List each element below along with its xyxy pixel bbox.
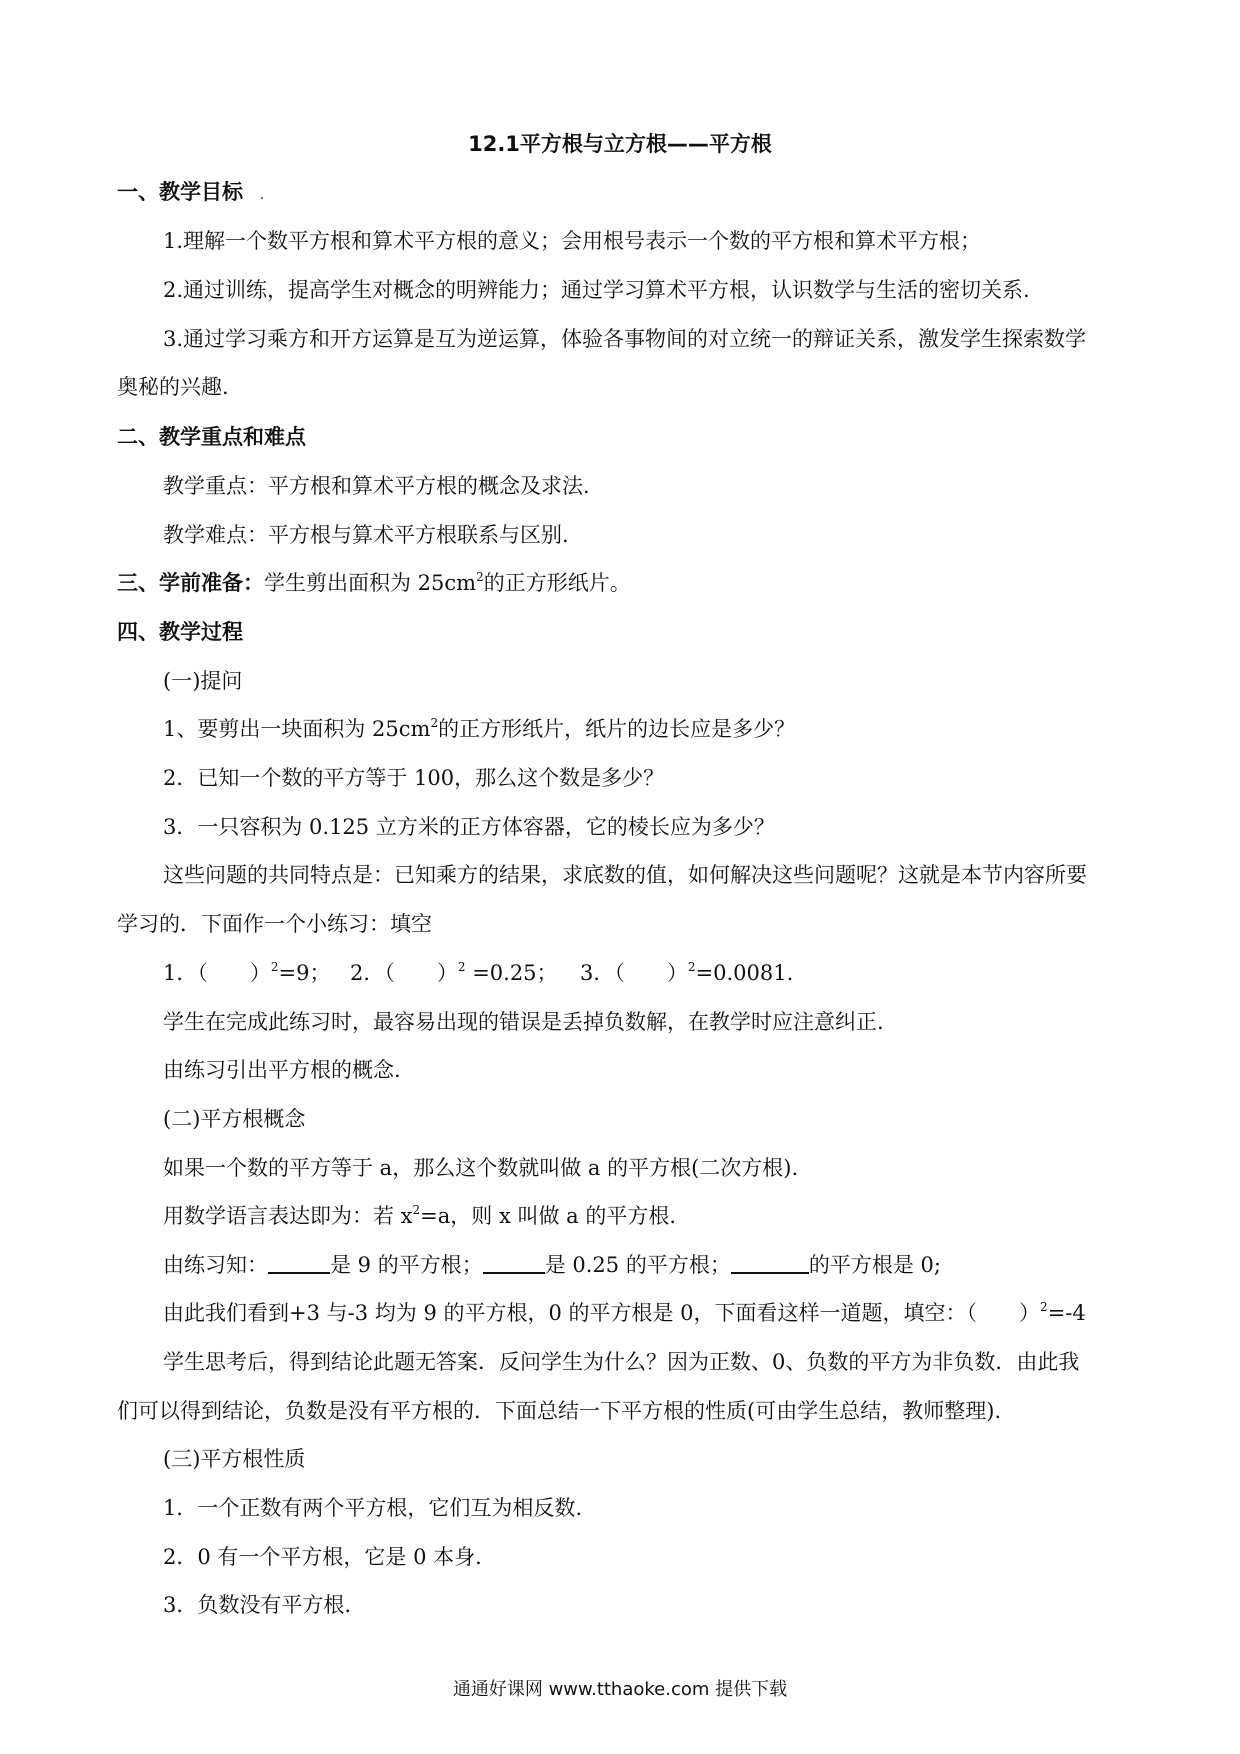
note-introduce-concept: 由练习引出平方根的概念. (163, 1058, 401, 1082)
goal-3-line-2: 奥秘的兴趣. (117, 375, 229, 399)
note-common-error: 学生在完成此练习时，最容易出现的错误是丢掉负数解，在教学时应注意纠正. (163, 1010, 884, 1034)
exercise-1-superscript: 2 (270, 960, 279, 974)
stray-mark (261, 197, 263, 199)
paragraph-negative-question (163, 1300, 1086, 1326)
question-3: 3．一只容积为 0.125 立方米的正方体容器，它的棱长应为多少？ (163, 815, 775, 839)
exercise-2-superscript: 2 (457, 960, 466, 974)
property-2: 2．0 有一个平方根，它是 0 本身. (163, 1545, 482, 1569)
fill-in-blanks (163, 1252, 941, 1278)
paragraph-negative-question-text: 由此我们看到+3 与-3 均为 9 的平方根，0 的平方根是 0，下面看这样一道题，填空：（ ） (163, 1301, 1041, 1325)
definition-1: 如果一个数的平方等于 a，那么这个数就叫做 a 的平方根(二次方根). (163, 1156, 799, 1180)
exercise-1-value: =9； (278, 961, 331, 985)
property-3: 3．负数没有平方根. (163, 1593, 352, 1617)
paragraph-negative-question-value: =-4 (1047, 1301, 1086, 1325)
exercise-3-superscript: 2 (687, 960, 696, 974)
subsection-properties: (三)平方根性质 (163, 1447, 306, 1471)
prep-text: 学生剪出面积为 25cm (264, 571, 477, 595)
exercise-2-text: 2．（ ） (350, 961, 458, 985)
question-1-text: 1、要剪出一块面积为 25cm (163, 717, 431, 741)
exercise-3 (580, 960, 793, 986)
prep-text-end: 的正方形纸片。 (483, 571, 631, 595)
prep-line (117, 570, 631, 596)
section-heading-key-points: 二、教学重点和难点 (117, 425, 306, 449)
exercise-3-value: =0.0081. (695, 961, 794, 985)
key-point-focus: 教学重点：平方根和算术平方根的概念及求法. (163, 474, 590, 498)
exercise-1 (163, 960, 330, 986)
fill-text-3: 的平方根是 0; (808, 1253, 941, 1277)
paragraph-conclusion-2: 们可以得到结论，负数是没有平方根的．下面总结一下平方根的性质(可由学生总结，教师整理). (117, 1399, 1002, 1423)
definition-2 (163, 1203, 676, 1229)
goal-1: 1.理解一个数平方根和算术平方根的意义；会用根号表示一个数的平方根和算术平方根； (163, 229, 982, 253)
prep-superscript: 2 (476, 570, 484, 584)
section-heading-goals: 一、教学目标 (117, 180, 243, 204)
question-1-superscript: 2 (430, 716, 439, 730)
paragraph-common-feature-2: 学习的．下面作一个小练习：填空 (117, 912, 432, 936)
property-1: 1．一个正数有两个平方根，它们互为相反数. (163, 1496, 583, 1520)
exercise-2-value: =0.25； (465, 961, 558, 985)
subsection-concept: (二)平方根概念 (163, 1107, 306, 1131)
fill-text-1: 是 9 的平方根； (330, 1253, 483, 1277)
fill-text-2: 是 0.25 的平方根； (544, 1253, 731, 1277)
section-heading-prep: 三、学前准备： (117, 571, 264, 595)
exercise-1-text: 1．（ ） (163, 961, 271, 985)
answer-blank-1[interactable] (268, 1252, 330, 1274)
definition-2-text-end: =a，则 x 叫做 a 的平方根. (420, 1204, 677, 1228)
goal-2: 2.通过训练，提高学生对概念的明辨能力；通过学习算术平方根，认识数学与生活的密切关系. (163, 278, 1030, 302)
paragraph-conclusion-1: 学生思考后，得到结论此题无答案．反问学生为什么？因为正数、0、负数的平方为非负数．由此我 (163, 1350, 1080, 1374)
fill-lead: 由练习知： (163, 1253, 268, 1277)
section-heading-process: 四、教学过程 (117, 620, 243, 644)
paragraph-common-feature-1: 这些问题的共同特点是：已知乘方的结果，求底数的值，如何解决这些问题呢？这就是本节内容所要 (163, 863, 1087, 887)
definition-2-superscript: 2 (412, 1203, 421, 1217)
definition-2-text: 用数学语言表达即为：若 x (163, 1204, 413, 1228)
answer-blank-3[interactable] (731, 1252, 809, 1274)
paragraph-negative-question-superscript: 2 (1040, 1300, 1048, 1314)
key-point-difficulty: 教学难点：平方根与算术平方根联系与区别. (163, 523, 569, 547)
question-1-text-end: 的正方形纸片，纸片的边长应是多少？ (438, 717, 796, 741)
answer-blank-2[interactable] (483, 1252, 545, 1274)
exercise-2 (350, 960, 558, 986)
goal-3-line-1: 3.通过学习乘方和开方运算是互为逆运算，体验各事物间的对立统一的辩证关系，激发学生探索数学 (163, 327, 1087, 351)
footer-source: 通通好课网 www.tthaoke.com 提供下载 (452, 1679, 788, 1700)
question-1 (163, 716, 795, 742)
exercise-3-text: 3．（ ） (580, 961, 688, 985)
question-2: 2．已知一个数的平方等于 100，那么这个数是多少？ (163, 766, 665, 790)
subsection-questions: (一)提问 (163, 669, 243, 693)
document-title: 12.1平方根与立方根——平方根 (468, 132, 772, 156)
